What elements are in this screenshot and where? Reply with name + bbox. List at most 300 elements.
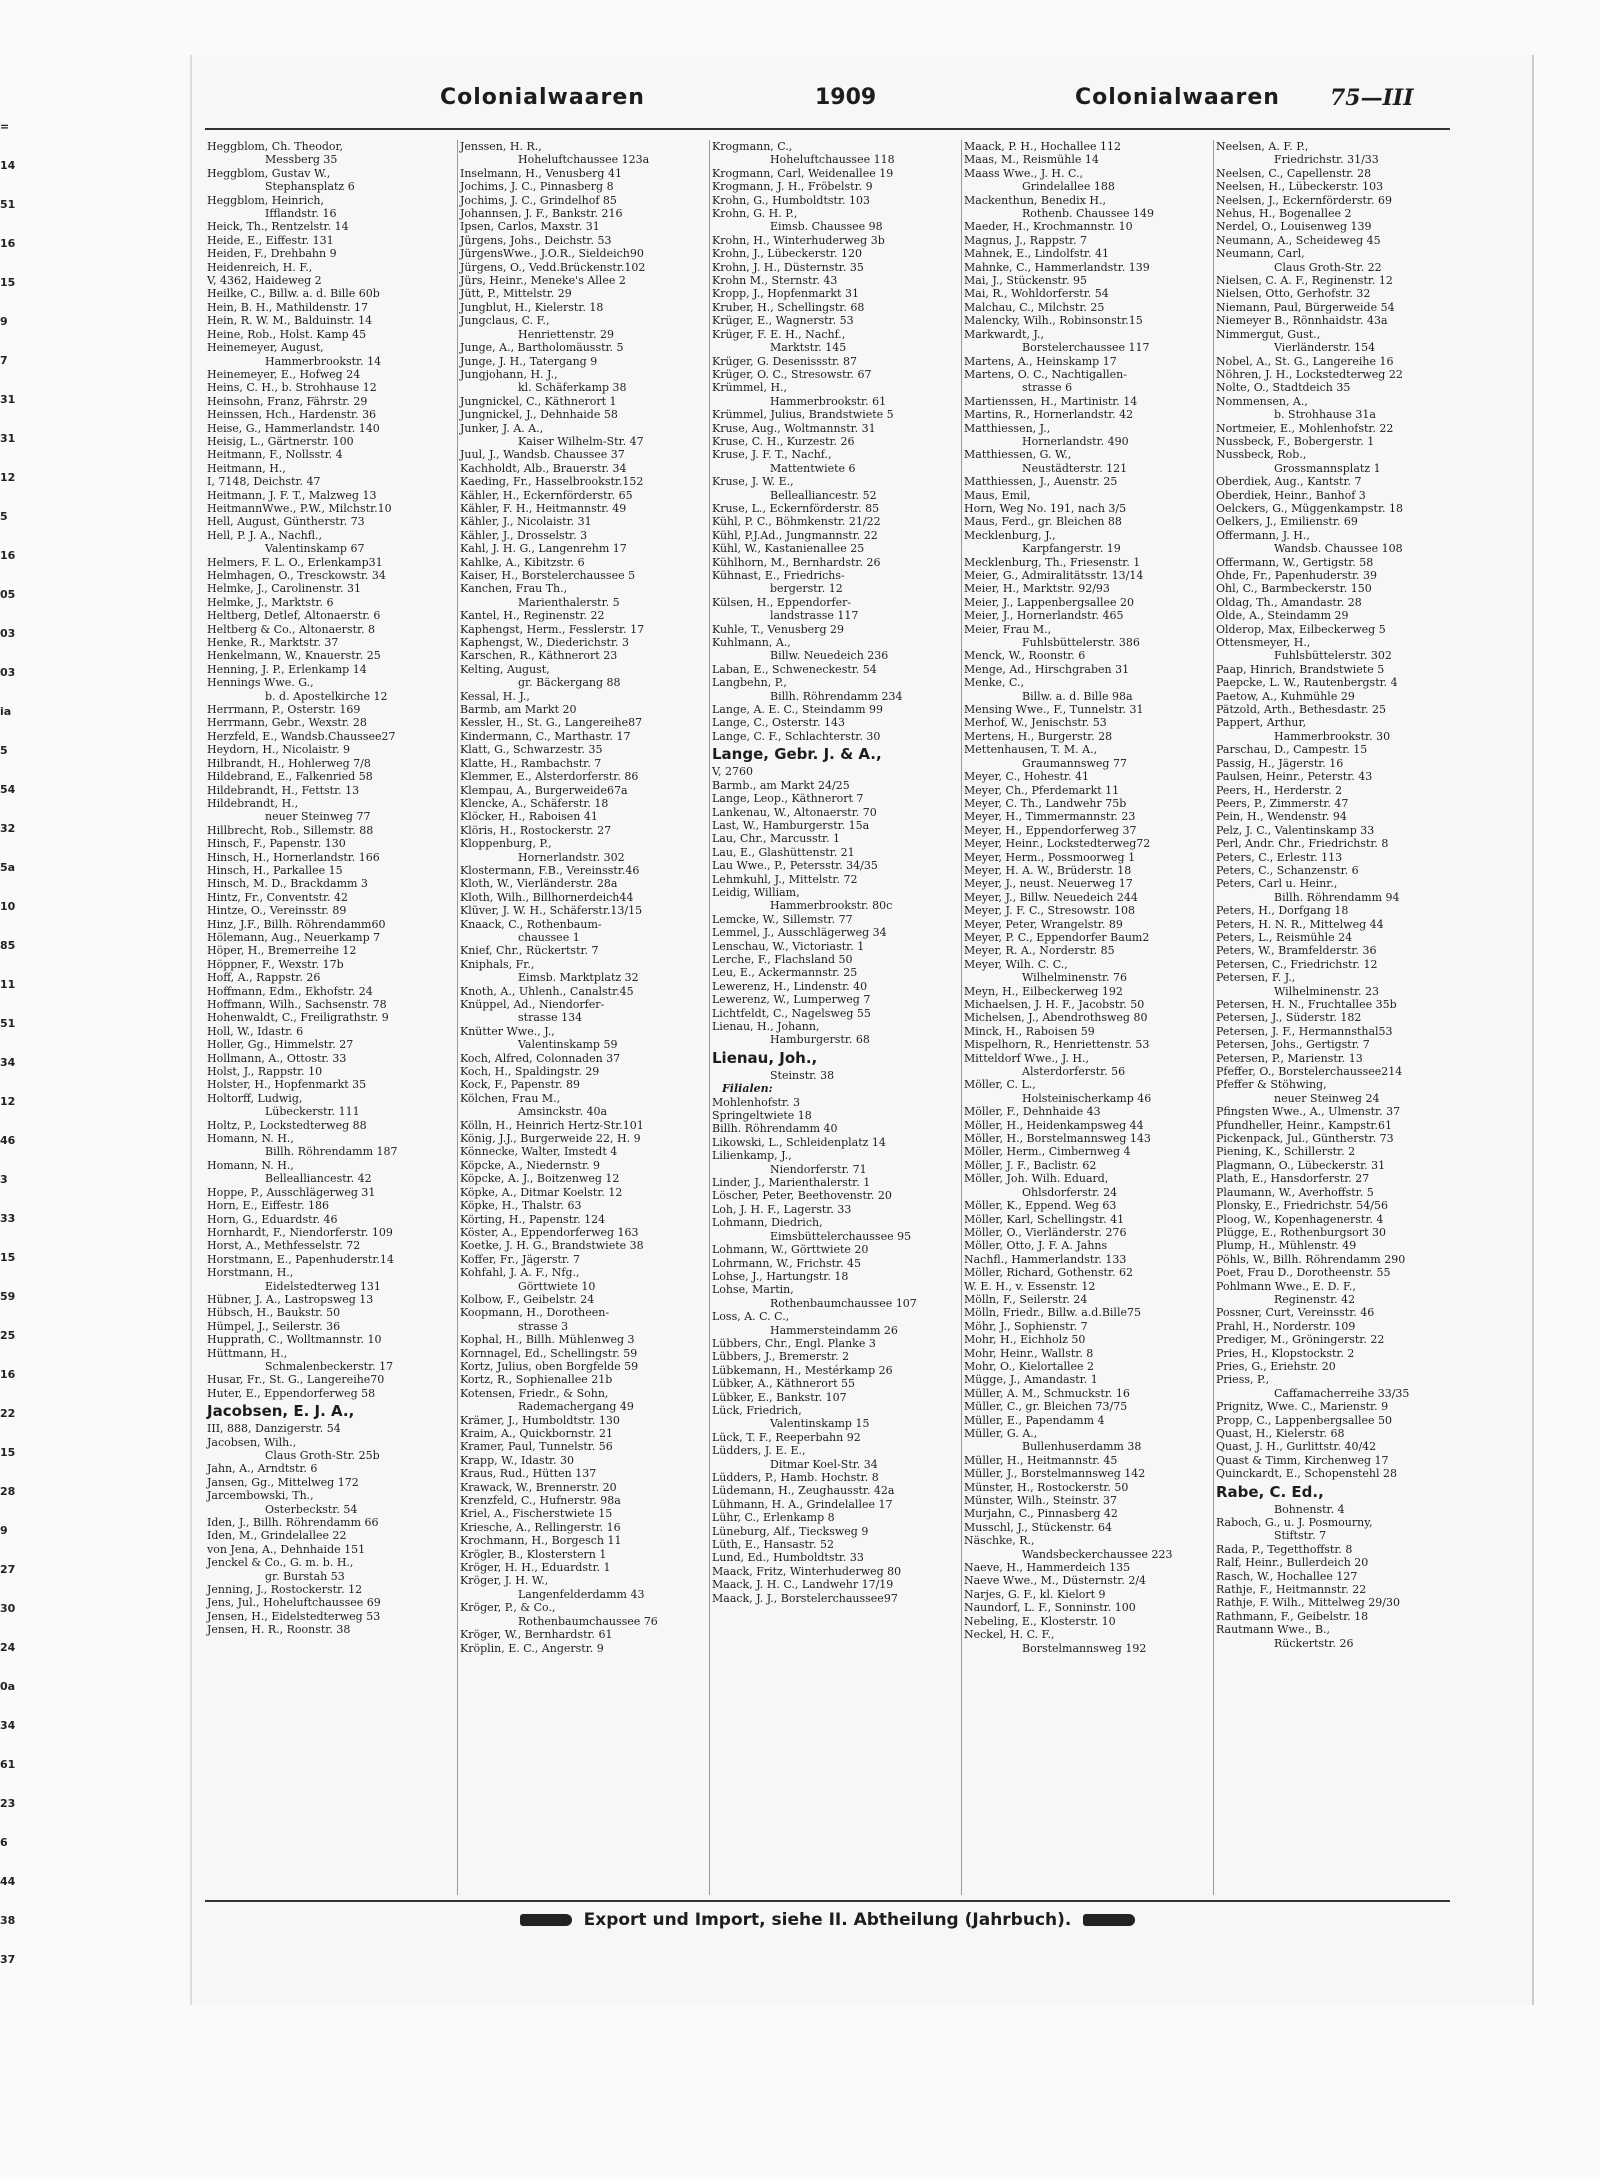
directory-entry: Heltberg & Co., Altonaerstr. 8 — [207, 622, 376, 636]
directory-entry: Lau, Chr., Marcusstr. 1 — [712, 832, 841, 846]
directory-entry: Hammerbrookstr. 14 — [265, 354, 382, 368]
directory-entry: Meyer, Ch., Pferdemarkt 11 — [964, 783, 1120, 797]
directory-entry: Wilhelminenstr. 23 — [1274, 984, 1379, 998]
directory-entry: Magnus, J., Rappstr. 7 — [964, 233, 1087, 247]
directory-entry: Likowski, L., Schleidenplatz 14 — [712, 1135, 886, 1149]
directory-entry: Kriel, A., Fischerstwiete 15 — [460, 1507, 613, 1521]
directory-entry: Kuhle, T., Venusberg 29 — [712, 622, 844, 636]
directory-entry: Kachholdt, Alb., Brauerstr. 34 — [460, 461, 627, 475]
directory-entry: Jensen, H. R., Roonstr. 38 — [207, 1623, 351, 1637]
directory-entry: Kühnast, E., Friedrichs- — [712, 569, 845, 582]
directory-entry: Piening, K., Schillerstr. 2 — [1216, 1145, 1356, 1159]
directory-entry: Pelz, J. C., Valentinskamp 33 — [1216, 823, 1375, 837]
directory-entry: Leu, E., Ackermannstr. 25 — [712, 966, 858, 980]
directory-entry: Bullenhuserdamm 38 — [1022, 1440, 1142, 1454]
directory-entry: Menge, Ad., Hirschgraben 31 — [964, 662, 1130, 676]
directory-entry: Olde, A., Steindamm 29 — [1216, 609, 1349, 623]
directory-entry: Krogmann, Carl, Weidenallee 19 — [712, 166, 894, 180]
directory-entry: Hoffmann, Wilh., Sachsenstr. 78 — [207, 998, 387, 1011]
directory-entry: Niemann, Paul, Bürgerweide 54 — [1216, 300, 1395, 314]
directory-entry: Petersen, P., Marienstr. 13 — [1216, 1051, 1363, 1065]
directory-entry: Billw. Neuedeich 236 — [770, 649, 889, 663]
directory-entry: Martienssen, H., Martinistr. 14 — [964, 394, 1138, 408]
directory-entry: Kruse, J. F. T., Nachf., — [712, 448, 832, 462]
directory-entry: Lohrmann, W., Frichstr. 45 — [712, 1256, 862, 1270]
directory-entry: Petersen, H. N., Fruchtallee 35b — [1216, 998, 1397, 1011]
directory-entry: Lühmann, H. A., Grindelallee 17 — [712, 1497, 893, 1511]
directory-entry: Holl, W., Idastr. 6 — [207, 1024, 304, 1038]
directory-entry: Knief, Chr., Rückertstr. 7 — [460, 944, 599, 958]
bleed-mark: 23 — [0, 1797, 16, 1810]
directory-entry: Krögler, B., Klosterstern 1 — [460, 1547, 607, 1561]
directory-entry: Plügge, E., Rothenburgsort 30 — [1216, 1225, 1386, 1239]
directory-entry: Horn, Weg No. 191, nach 3/5 — [964, 501, 1127, 515]
directory-entry: Maass Wwe., J. H. C., — [964, 166, 1084, 180]
directory-entry: Kruse, L., Eckernförderstr. 85 — [712, 501, 880, 515]
directory-entry: Hammerbrookstr. 80c — [770, 899, 893, 913]
directory-entry: Lüdders, J. E. E., — [712, 1444, 806, 1458]
directory-entry: Hüttmann, H., — [207, 1346, 288, 1360]
directory-entry: Holst, J., Rappstr. 10 — [207, 1065, 323, 1079]
directory-entry: Klatte, H., Rambachstr. 7 — [460, 756, 602, 770]
directory-entry: Nortmeier, E., Mohlenhofstr. 22 — [1216, 421, 1394, 435]
directory-entry: Horstmann, E., Papenhuderstr.14 — [207, 1252, 394, 1266]
directory-entry: Junker, J. A. A., — [460, 421, 544, 435]
directory-entry: Heins, C. H., b. Strohhause 12 — [207, 381, 377, 395]
directory-entry: Kanchen, Frau Th., — [460, 582, 568, 596]
directory-entry: Kröger, J. H. W., — [460, 1574, 549, 1588]
directory-entry: Springeltwiete 18 — [712, 1109, 812, 1123]
directory-entry: Kaeding, Fr., Hasselbrookstr.152 — [460, 475, 644, 489]
bleed-mark: 6 — [0, 1836, 8, 1849]
directory-entry: Quast, H., Kielerstr. 68 — [1216, 1427, 1345, 1440]
directory-entry: gr. Burstah 53 — [265, 1569, 345, 1583]
directory-entry: Petersen, Johs., Gertigstr. 7 — [1216, 1038, 1370, 1052]
bleed-mark: 5a — [0, 861, 16, 874]
directory-entry: Petersen, J., Süderstr. 182 — [1216, 1011, 1362, 1025]
directory-entry: Möller, C. L., — [964, 1078, 1036, 1092]
directory-entry: Pries, H., Klopstockstr. 2 — [1216, 1346, 1355, 1360]
bleed-mark: 24 — [0, 1641, 16, 1654]
directory-entry: Rabe, C. Ed., — [1216, 1482, 1324, 1501]
directory-entry: Köster, A., Eppendorferweg 163 — [460, 1225, 639, 1239]
directory-entry: Neelsen, H., Lübeckerstr. 103 — [1216, 180, 1384, 194]
directory-entry: chaussee 1 — [518, 930, 580, 944]
bleed-mark: 12 — [0, 1095, 16, 1108]
directory-entry: Hohenwaldt, C., Freiligrathstr. 9 — [207, 1011, 389, 1025]
directory-entry: Karpfangerstr. 19 — [1022, 542, 1121, 556]
directory-entry: Hillbrecht, Rob., Sillemstr. 88 — [207, 823, 374, 837]
directory-entry: Lohmann, W., Görttwiete 20 — [712, 1243, 869, 1257]
directory-entry: Mispelhorn, R., Henriettenstr. 53 — [964, 1038, 1150, 1052]
directory-entry: Klostermann, F.B., Vereinsstr.46 — [460, 863, 640, 877]
directory-entry: Müller, J., Borstelmannsweg 142 — [964, 1467, 1146, 1481]
directory-entry: Meyer, H., Timmermannstr. 23 — [964, 810, 1136, 824]
directory-entry: Naeve Wwe., M., Düsternstr. 2/4 — [964, 1574, 1147, 1588]
directory-entry: Meyer, J., neust. Neuerweg 17 — [964, 877, 1133, 891]
directory-entry: Heggblom, Gustav W., — [207, 166, 331, 180]
directory-entry: Friedrichstr. 31/33 — [1274, 153, 1379, 167]
directory-entry: Leidig, William, — [712, 885, 800, 899]
directory-entry: Hintze, O., Vereinsstr. 89 — [207, 904, 347, 918]
directory-entry: Heidenreich, H. F., — [207, 260, 313, 274]
directory-entry: Maack, P. H., Hochallee 112 — [964, 140, 1122, 153]
directory-entry: Kröger, H. H., Eduardstr. 1 — [460, 1561, 611, 1575]
directory-entry: Paepcke, L. W., Rautenbergstr. 4 — [1216, 676, 1398, 690]
directory-entry: Quast & Timm, Kirchenweg 17 — [1216, 1453, 1389, 1467]
directory-entry: Kröger, P., & Co., — [460, 1601, 556, 1615]
directory-entry: Hinsch, H., Parkallee 15 — [207, 863, 343, 877]
directory-entry: Helmke, J., Carolinenstr. 31 — [207, 582, 361, 596]
directory-entry: Borstelerchaussee 117 — [1022, 341, 1150, 355]
page-number: 75—III — [1330, 85, 1414, 111]
directory-entry: Hümpel, J., Seilerstr. 36 — [207, 1319, 341, 1333]
directory-entry: W. E. H., v. Essenstr. 12 — [964, 1279, 1096, 1293]
directory-entry: Horstmann, H., — [207, 1266, 294, 1280]
directory-entry: Hammerbrookstr. 61 — [770, 394, 887, 408]
directory-entry: Grindelallee 188 — [1022, 180, 1115, 194]
directory-entry: Mai, J., Stückenstr. 95 — [964, 274, 1087, 288]
directory-entry: Paap, Hinrich, Brandstwiete 5 — [1216, 662, 1385, 676]
directory-entry: Langbehn, P., — [712, 676, 787, 690]
directory-entry: Kühl, P. C., Böhmkenstr. 21/22 — [712, 515, 881, 529]
bleed-mark: 46 — [0, 1134, 16, 1147]
directory-entry: Hupprath, C., Wolltmannstr. 10 — [207, 1333, 382, 1347]
directory-entry: Heinsohn, Franz, Fährstr. 29 — [207, 394, 368, 408]
directory-entry: Jenning, J., Rostockerstr. 12 — [207, 1583, 363, 1597]
directory-entry: Mahnke, C., Hammerlandstr. 139 — [964, 260, 1150, 274]
directory-entry: Löscher, Peter, Beethovenstr. 20 — [712, 1189, 892, 1203]
directory-entry: Hein, R. W. M., Balduinstr. 14 — [207, 314, 373, 328]
directory-entry: Lewerenz, W., Lumperweg 7 — [712, 993, 871, 1007]
directory-entry: Lehmkuhl, J., Mittelstr. 72 — [712, 872, 858, 886]
bleed-mark: 59 — [0, 1290, 16, 1303]
bleed-mark: 27 — [0, 1563, 16, 1576]
directory-entry: Wandsbeckerchaussee 223 — [1022, 1547, 1173, 1561]
directory-entry: Klüver, J. W. H., Schäferstr.13/15 — [460, 904, 643, 918]
directory-entry: Oelkers, J., Emilienstr. 69 — [1216, 515, 1358, 529]
directory-entry: Rademachergang 49 — [518, 1400, 634, 1414]
directory-entry: Helmers, F. L. O., Erlenkamp31 — [207, 555, 383, 569]
directory-entry: Kophal, H., Billh. Mühlenweg 3 — [460, 1333, 635, 1347]
directory-entry: Nehus, H., Bogenallee 2 — [1216, 207, 1352, 221]
directory-entry: Möller, Joh. Wilh. Eduard, — [964, 1172, 1109, 1186]
directory-entry: Horn, G., Eduardstr. 46 — [207, 1212, 338, 1226]
directory-entry: Meier, G., Admiralitätsstr. 13/14 — [964, 569, 1144, 582]
directory-entry: Mölln, Friedr., Billw. a.d.Bille75 — [964, 1306, 1141, 1320]
directory-entry: Möller, K., Eppend. Weg 63 — [964, 1199, 1117, 1213]
directory-entry: Perl, Andr. Chr., Friedrichstr. 8 — [1216, 837, 1389, 851]
directory-entry: Krüger, O. C., Stresowstr. 67 — [712, 367, 872, 381]
directory-entry: Paetow, A., Kuhmühle 29 — [1216, 689, 1355, 703]
directory-entry: Kähler, J., Drosselstr. 3 — [460, 528, 588, 542]
directory-entry: Rothenb. Chaussee 149 — [1022, 207, 1154, 221]
directory-entry: Heitmann, H., — [207, 461, 286, 475]
directory-entry: Klöcker, H., Raboisen 41 — [460, 810, 598, 824]
directory-entry: Mohlenhofstr. 3 — [712, 1095, 800, 1109]
directory-entry: strasse 3 — [518, 1319, 569, 1333]
bleed-mark: 16 — [0, 549, 16, 562]
directory-entry: Bellealliancestr. 42 — [265, 1172, 372, 1186]
directory-entry: Valentinskamp 15 — [770, 1417, 870, 1431]
directory-entry: Alsterdorferstr. 56 — [1022, 1065, 1126, 1079]
directory-entry: Meyer, R. A., Norderstr. 85 — [964, 944, 1115, 958]
directory-entry: Michaelsen, J. H. F., Jacobstr. 50 — [964, 998, 1145, 1011]
directory-entry: b. Strohhause 31a — [1274, 408, 1376, 422]
directory-entry: Kaphengst, W., Diederichstr. 3 — [460, 636, 629, 650]
directory-entry: Kröger, W., Bernhardstr. 61 — [460, 1628, 613, 1642]
directory-entry: Kahl, J. H. G., Langenrehm 17 — [460, 542, 627, 556]
bleed-mark: 25 — [0, 1329, 16, 1342]
bleed-mark: 31 — [0, 432, 16, 445]
bleed-mark: 5 — [0, 744, 8, 757]
directory-entry: Plonsky, E., Friedrichstr. 54/56 — [1216, 1199, 1388, 1213]
directory-entry: Rautmann Wwe., B., — [1216, 1623, 1331, 1637]
directory-entry: Husar, Fr., St. G., Langereihe70 — [207, 1373, 385, 1387]
bleed-mark: 15 — [0, 1251, 16, 1264]
directory-entry: Nielsen, Otto, Gerhofstr. 32 — [1216, 287, 1371, 301]
bleed-mark: 12 — [0, 471, 16, 484]
directory-entry: Lund, Ed., Humboldtstr. 33 — [712, 1551, 864, 1565]
directory-entry: Kelting, August, — [460, 662, 550, 676]
directory-entry: Höppner, F., Wexstr. 17b — [207, 957, 344, 971]
directory-entry: Möller, H., Borstelmannsweg 143 — [964, 1132, 1151, 1146]
directory-entry: Jütt, P., Mittelstr. 29 — [460, 287, 572, 301]
directory-entry: Kropp, J., Hopfenmarkt 31 — [712, 287, 859, 301]
directory-entry: Wandsb. Chaussee 108 — [1274, 542, 1403, 556]
directory-entry: Hell, August, Güntherstr. 73 — [207, 515, 365, 529]
directory-entry: Münster, H., Rostockerstr. 50 — [964, 1480, 1129, 1494]
directory-entry: Holsteinischerkamp 46 — [1022, 1091, 1152, 1105]
directory-entry: Hoheluftchaussee 118 — [770, 153, 895, 167]
directory-entry: Mecklenburg, Th., Friesenstr. 1 — [964, 555, 1141, 569]
directory-entry: Nöhren, J. H., Lockstedterweg 22 — [1216, 367, 1403, 381]
directory-entry: Heilke, C., Billw. a. d. Bille 60b — [207, 287, 380, 301]
directory-entry: Petersen, C., Friedrichstr. 12 — [1216, 957, 1378, 971]
bleed-mark: 30 — [0, 1602, 16, 1615]
directory-entry: Naeve, H., Hammerdeich 135 — [964, 1561, 1131, 1575]
bleed-mark: 28 — [0, 1485, 16, 1498]
directory-entry: Homann, N. H., — [207, 1158, 294, 1172]
directory-entry: Holtz, P., Lockstedterweg 88 — [207, 1118, 367, 1132]
directory-entry: Lübker, A., Käthnerort 55 — [712, 1377, 856, 1391]
directory-entry: strasse 6 — [1022, 381, 1073, 395]
directory-entry: Fuhlsbüttelerstr. 302 — [1274, 649, 1392, 663]
directory-entry: Peters, H., Dorfgang 18 — [1216, 904, 1349, 918]
directory-entry: Hinsch, F., Papenstr. 130 — [207, 837, 346, 851]
directory-entry: Könnecke, Walter, Imstedt 4 — [460, 1145, 618, 1159]
directory-entry: Prahl, H., Norderstr. 109 — [1216, 1319, 1356, 1333]
directory-entry: Minck, H., Raboisen 59 — [964, 1024, 1095, 1038]
bleed-mark: 22 — [0, 1407, 16, 1420]
directory-entry: Kaiser Wilhelm-Str. 47 — [518, 434, 644, 448]
directory-entry: Heitmann, F., Nollsstr. 4 — [207, 448, 343, 462]
directory-entry: gr. Bäckergang 88 — [518, 676, 621, 690]
directory-entry: Rathje, F. Wilh., Mittelweg 29/30 — [1216, 1596, 1400, 1610]
directory-entry: Jürs, Heinr., Meneke's Allee 2 — [460, 274, 626, 288]
directory-entry: b. d. Apostelkirche 12 — [265, 689, 388, 703]
bleed-mark: 34 — [0, 1719, 16, 1732]
directory-entry: Possner, Curt, Vereinsstr. 46 — [1216, 1306, 1375, 1320]
directory-entry: Herzfeld, E., Wandsb.Chaussee27 — [207, 729, 396, 743]
directory-entry: Peters, Carl u. Heinr., — [1216, 877, 1338, 891]
directory-columns — [205, 140, 1450, 1895]
directory-entry: Külsen, H., Eppendorfer- — [712, 595, 852, 609]
left-margin-bleed — [0, 120, 16, 1966]
directory-entry: Maus, Ferd., gr. Bleichen 88 — [964, 515, 1122, 529]
directory-entry: Murjahn, C., Pinnasberg 42 — [964, 1507, 1118, 1521]
directory-entry: V, 2760 — [712, 765, 754, 779]
directory-entry: Rada, P., Tegetthoffstr. 8 — [1216, 1542, 1353, 1556]
directory-entry: Petersen, F. J., — [1216, 971, 1296, 985]
directory-entry: Köpke, A., Ditmar Koelstr. 12 — [460, 1185, 623, 1199]
directory-entry: Kruse, C. H., Kurzestr. 26 — [712, 434, 855, 448]
directory-entry: Lück, Friedrich, — [712, 1403, 802, 1417]
directory-entry: Heitmann, J. F. T., Malzweg 13 — [207, 488, 377, 502]
directory-entry: Quast, J. H., Gurlittstr. 40/42 — [1216, 1440, 1377, 1454]
directory-entry: Lübkemann, H., Mestérkamp 26 — [712, 1363, 893, 1377]
directory-entry: Nachfl., Hammerlandstr. 133 — [964, 1252, 1127, 1266]
directory-entry: Peters, C., Schanzenstr. 6 — [1216, 863, 1359, 877]
directory-entry: Lange, C. F., Schlachterstr. 30 — [712, 729, 881, 743]
pointing-hand-right-icon — [1083, 1914, 1135, 1926]
directory-entry: Müller, H., Heitmannstr. 45 — [964, 1453, 1118, 1467]
directory-entry: Claus Groth-Str. 22 — [1274, 260, 1382, 274]
directory-entry: Steinstr. 38 — [770, 1068, 835, 1082]
directory-entry: Claus Groth-Str. 25b — [265, 1449, 380, 1462]
directory-entry: Stiftstr. 7 — [1274, 1529, 1327, 1543]
directory-entry: Kessler, H., St. G., Langereihe87 — [460, 716, 643, 730]
directory-entry: Hinsch, H., Hornerlandstr. 166 — [207, 850, 380, 864]
directory-entry: Mensing Wwe., F., Tunnelstr. 31 — [964, 703, 1144, 717]
bleed-mark: 14 — [0, 159, 16, 172]
directory-entry: Kühl, P.J.Ad., Jungmannstr. 22 — [712, 528, 878, 542]
page-footer — [205, 1910, 1450, 1930]
directory-entry: Valentinskamp 59 — [518, 1038, 618, 1052]
directory-entry: Jenckel & Co., G. m. b. H., — [207, 1556, 354, 1570]
directory-entry: Mattentwiete 6 — [770, 461, 856, 475]
directory-entry: Meyer, J. F. C., Stresowstr. 108 — [964, 904, 1136, 918]
directory-entry: Hornerlandstr. 302 — [518, 850, 625, 864]
directory-entry: Grossmannsplatz 1 — [1274, 461, 1381, 475]
directory-entry: Niendorferstr. 71 — [770, 1162, 867, 1176]
directory-entry: Hildebrand, E., Falkenried 58 — [207, 770, 373, 784]
directory-entry: Jungjohann, H. J., — [460, 367, 558, 381]
bleed-mark: 51 — [0, 1017, 16, 1030]
directory-entry: Kruse, Aug., Woltmannstr. 31 — [712, 421, 876, 435]
directory-entry: Ifflandstr. 16 — [265, 207, 337, 221]
directory-entry: neuer Steinweg 24 — [1274, 1091, 1380, 1105]
directory-entry: Müller, A. M., Schmuckstr. 16 — [964, 1386, 1130, 1400]
directory-entry: Amsinckstr. 40a — [518, 1105, 608, 1119]
directory-entry: Matthiessen, G. W., — [964, 448, 1072, 462]
directory-entry: Hoheluftchaussee 123a — [518, 153, 650, 167]
directory-entry: Klempau, A., Burgerweide67a — [460, 783, 628, 797]
directory-entry: Kruse, J. W. E., — [712, 475, 794, 489]
bleed-mark: 03 — [0, 627, 16, 640]
directory-entry: Huter, E., Eppendorferweg 58 — [207, 1386, 376, 1400]
column-2 — [457, 140, 696, 1895]
directory-entry: Hölemann, Aug., Neuerkamp 7 — [207, 930, 381, 944]
directory-entry: Kraus, Rud., Hütten 137 — [460, 1467, 597, 1481]
directory-entry: Müller, C., gr. Bleichen 73/75 — [964, 1400, 1128, 1414]
directory-entry: Priess, P., — [1216, 1373, 1270, 1387]
directory-entry: Jenssen, H. R., — [460, 140, 542, 153]
directory-entry: Mohr, H., Eichholz 50 — [964, 1333, 1086, 1347]
directory-entry: Krüger, G. Desenissstr. 87 — [712, 354, 858, 368]
directory-entry: Krohn, J., Lübeckerstr. 120 — [712, 247, 862, 261]
directory-entry: Möller, J. F., Baclistr. 62 — [964, 1158, 1097, 1172]
directory-entry: Hoppe, P., Ausschlägerweg 31 — [207, 1185, 376, 1199]
directory-entry: Hennings Wwe. G., — [207, 676, 314, 690]
directory-entry: Henke, R., Marktstr. 37 — [207, 636, 339, 650]
directory-entry: Naundorf, L. F., Sonninstr. 100 — [964, 1601, 1136, 1615]
directory-entry: Neckel, H. C. F., — [964, 1628, 1055, 1642]
directory-entry: landstrasse 117 — [770, 609, 859, 623]
directory-entry: Nielsen, C. A. F., Reginenstr. 12 — [1216, 274, 1393, 288]
directory-entry: Kröplin, E. C., Angerstr. 9 — [460, 1641, 604, 1655]
directory-entry: Koch, H., Spaldingstr. 29 — [460, 1065, 600, 1079]
footer-text: Export und Import, siehe II. Abtheilung (Jahrbuch). — [583, 1910, 1072, 1930]
directory-entry: Hell, P. J. A., Nachfl., — [207, 528, 323, 542]
directory-entry: Eimsbüttelerchaussee 95 — [770, 1229, 912, 1243]
directory-entry: Jacobsen, Wilh., — [207, 1435, 297, 1449]
directory-entry: Kortz, R., Sophienallee 21b — [460, 1373, 613, 1387]
directory-entry: Krogmann, J. H., Fröbelstr. 9 — [712, 180, 873, 194]
column-3 — [709, 140, 948, 1895]
directory-entry: Kühl, W., Kastanienallee 25 — [712, 542, 865, 556]
directory-entry: Malencky, Wilh., Robinsonstr.15 — [964, 314, 1143, 328]
directory-entry: Rothenbaumchaussee 107 — [770, 1296, 917, 1310]
directory-entry: Jacobsen, E. J. A., — [207, 1402, 355, 1421]
directory-entry: Iden, J., Billh. Röhrendamm 66 — [207, 1516, 379, 1530]
directory-entry: Pickenpack, Jul., Güntherstr. 73 — [1216, 1132, 1394, 1146]
directory-entry: Heggblom, Heinrich, — [207, 193, 325, 207]
directory-entry: Oberdiek, Heinr., Banhof 3 — [1216, 488, 1366, 502]
directory-entry: Billw. a. d. Bille 98a — [1022, 689, 1133, 703]
directory-entry: Kölln, H., Heinrich Hertz-Str.101 — [460, 1118, 644, 1132]
directory-entry: Horst, A., Methfesselstr. 72 — [207, 1239, 361, 1253]
directory-entry: Krümmel, H., — [712, 381, 788, 395]
directory-entry: Heinssen, Hch., Hardenstr. 36 — [207, 408, 377, 422]
directory-entry: Möller, Otto, J. F. A. Jahns — [964, 1239, 1108, 1253]
directory-entry: Jürgens, O., Vedd.Brückenstr.102 — [460, 260, 646, 274]
directory-entry: Lübker, E., Bankstr. 107 — [712, 1390, 847, 1404]
directory-entry: Martins, R., Hornerlandstr. 42 — [964, 408, 1134, 422]
directory-entry: Neumann, A., Scheideweg 45 — [1216, 233, 1381, 247]
directory-entry: Prediger, M., Gröningerstr. 22 — [1216, 1333, 1385, 1347]
directory-entry: Lewerenz, H., Lindenstr. 40 — [712, 979, 868, 993]
directory-entry: Ipsen, Carlos, Maxstr. 31 — [460, 220, 600, 234]
directory-entry: Kotensen, Friedr., & Sohn, — [460, 1386, 609, 1400]
directory-entry: Kuhlmann, A., — [712, 636, 791, 650]
directory-entry: Kloppenburg, P., — [460, 837, 552, 851]
directory-entry: Heinemeyer, August, — [207, 341, 324, 355]
directory-entry: Heine, Rob., Holst. Kamp 45 — [207, 327, 367, 341]
directory-entry: Schmalenbeckerstr. 17 — [265, 1359, 394, 1373]
directory-entry: Peters, C., Erlestr. 113 — [1216, 850, 1343, 864]
directory-entry: Martens, O. C., Nachtigallen- — [964, 367, 1127, 381]
directory-entry: Junge, A., Bartholomäusstr. 5 — [460, 341, 624, 355]
directory-entry: Münster, Wilh., Steinstr. 37 — [964, 1494, 1117, 1508]
directory-entry: Oelckers, G., Müggenkampstr. 18 — [1216, 501, 1403, 515]
directory-entry: Kornnagel, Ed., Schellingstr. 59 — [460, 1346, 638, 1360]
directory-entry: Heggblom, Ch. Theodor, — [207, 140, 344, 153]
directory-entry: Hoffmann, Edm., Ekhofstr. 24 — [207, 984, 373, 998]
bleed-mark: 5 — [0, 510, 8, 523]
directory-entry: Stephansplatz 6 — [265, 180, 355, 194]
directory-entry: Kahlke, A., Kibitzstr. 6 — [460, 555, 585, 569]
